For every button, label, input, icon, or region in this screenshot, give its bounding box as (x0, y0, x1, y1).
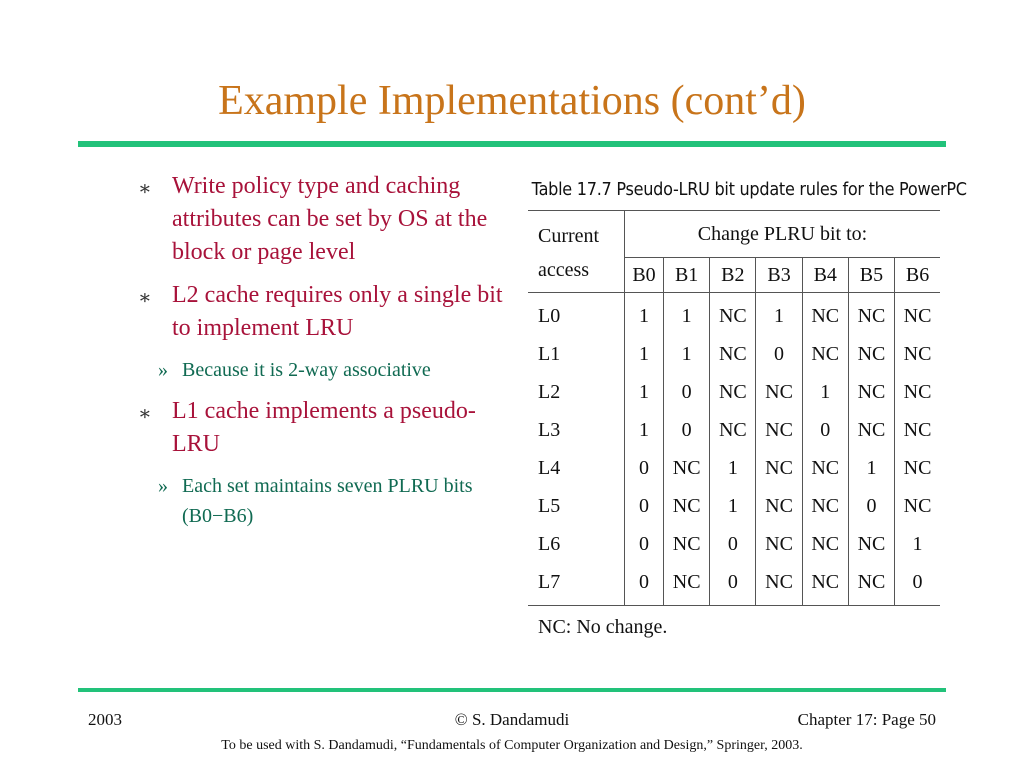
bullet-text: L2 cache requires only a single bit to implement LRU (172, 282, 503, 341)
slide-title: Example Implementations (cont’d) (218, 78, 806, 124)
bit-cell: NC (802, 487, 848, 525)
bit-cell: NC (756, 373, 802, 411)
bit-cell: NC (756, 449, 802, 487)
bit-cell: NC (848, 335, 894, 373)
bit-cell: 0 (625, 487, 664, 525)
bit-cell: NC (802, 563, 848, 606)
table-row (528, 411, 940, 449)
bit-cell: NC (664, 487, 710, 525)
bullet-list (138, 170, 508, 541)
bit-cell: 1 (664, 293, 710, 336)
table-row (528, 563, 940, 606)
sub-bullet-text: Because it is 2-way associative (182, 359, 431, 381)
bit-cell: 0 (664, 373, 710, 411)
bit-cell: 1 (710, 487, 756, 525)
bit-cell: 0 (895, 563, 940, 606)
bit-cell: NC (895, 335, 940, 373)
plru-table-figure (528, 180, 967, 639)
table-row (528, 525, 940, 563)
bit-cell: 1 (848, 449, 894, 487)
sub-bullet-item (138, 471, 508, 531)
bit-cell: 0 (625, 525, 664, 563)
access-cell: L0 (538, 304, 561, 327)
bit-cell: NC (802, 293, 848, 336)
footer-citation: To be used with S. Dandamudi, “Fundamentals of Computer Organization and Design,” Springer, 2003. (221, 738, 803, 753)
bit-cell: NC (895, 293, 940, 336)
bit-cell: 1 (664, 335, 710, 373)
bullet-text: L1 cache implements a pseudo-LRU (172, 398, 476, 457)
bit-cell: NC (848, 563, 894, 606)
bit-cell: NC (756, 525, 802, 563)
footer-author: © S. Dandamudi (454, 710, 570, 729)
bit-cell: NC (664, 449, 710, 487)
bit-cell: NC (895, 411, 940, 449)
access-cell: L3 (538, 418, 561, 441)
bit-header-b5: B5 (848, 258, 894, 293)
bit-cell: 0 (710, 563, 756, 606)
sub-bullet-item (138, 355, 508, 385)
bit-cell: NC (710, 373, 756, 411)
access-cell: L7 (528, 563, 625, 606)
bit-cell: 1 (802, 373, 848, 411)
bit-cell: NC (710, 411, 756, 449)
current-access-header: Current access (528, 211, 625, 293)
bullet-marker: ∗ (138, 287, 152, 309)
bit-header-b0: B0 (625, 258, 664, 293)
bit-cell: NC (848, 293, 894, 336)
bit-header-b4: B4 (802, 258, 848, 293)
table-row (528, 373, 940, 411)
bit-cell: NC (895, 487, 940, 525)
table-row (528, 335, 940, 373)
bit-cell: 1 (625, 411, 664, 449)
bit-cell: NC (848, 411, 894, 449)
access-cell: L5 (538, 494, 561, 517)
bit-cell: NC (756, 487, 802, 525)
bit-cell: 1 (625, 335, 664, 373)
bit-cell: 0 (710, 525, 756, 563)
access-cell: L2 (538, 380, 561, 403)
table-row (528, 449, 940, 487)
table-row (528, 293, 940, 336)
bit-cell: 0 (756, 335, 802, 373)
bit-cell: 0 (802, 411, 848, 449)
footer-page: Chapter 17: Page 50 (797, 710, 936, 729)
bit-cell: 0 (625, 563, 664, 606)
sub-bullet-marker: » (158, 359, 168, 381)
bit-cell: 1 (625, 373, 664, 411)
bullet-marker: ∗ (138, 403, 152, 425)
bit-cell: 1 (625, 293, 664, 336)
table-row (528, 487, 940, 525)
plru-table (528, 210, 940, 606)
bit-cell: NC (802, 525, 848, 563)
bit-cell: 0 (664, 411, 710, 449)
sub-bullet-text: Each set maintains seven PLRU bits (B0−B6) (182, 475, 473, 527)
bit-cell: NC (710, 335, 756, 373)
bullet-text: Write policy type and caching attributes can be set by OS at the block or page level (172, 173, 488, 265)
table-note: NC: No change. (538, 616, 668, 638)
bit-cell: 1 (756, 293, 802, 336)
footer-divider (78, 688, 946, 692)
access-cell: L6 (538, 532, 561, 555)
bit-cell: NC (664, 563, 710, 606)
bit-cell: NC (756, 411, 802, 449)
bit-header-b1: B1 (664, 258, 710, 293)
title-divider (78, 141, 946, 147)
bit-cell: NC (710, 293, 756, 336)
access-cell: L4 (538, 456, 561, 479)
bit-header-b6: B6 (895, 258, 940, 293)
bullet-item (138, 279, 508, 345)
bit-cell: NC (756, 563, 802, 606)
bit-cell: NC (848, 525, 894, 563)
bullet-item (138, 170, 508, 269)
bit-cell: NC (895, 449, 940, 487)
change-bits-header: Change PLRU bit to: (625, 211, 941, 258)
bit-header-b3: B3 (756, 258, 802, 293)
bit-cell: 1 (895, 525, 940, 563)
sub-bullet-marker: » (158, 475, 168, 497)
bit-cell: NC (802, 449, 848, 487)
access-cell: L1 (538, 342, 561, 365)
bit-cell: NC (664, 525, 710, 563)
bit-cell: 0 (625, 449, 664, 487)
bit-header-b2: B2 (710, 258, 756, 293)
bit-cell: NC (848, 373, 894, 411)
table-caption: Table 17.7 Pseudo-LRU bit update rules for the PowerPC (531, 180, 967, 200)
bullet-marker: ∗ (138, 178, 152, 200)
bullet-item (138, 395, 508, 461)
bit-cell: NC (895, 373, 940, 411)
bit-cell: 1 (710, 449, 756, 487)
footer-year: 2003 (88, 710, 122, 729)
bit-cell: NC (802, 335, 848, 373)
bit-cell: 0 (848, 487, 894, 525)
table-body (528, 293, 940, 606)
